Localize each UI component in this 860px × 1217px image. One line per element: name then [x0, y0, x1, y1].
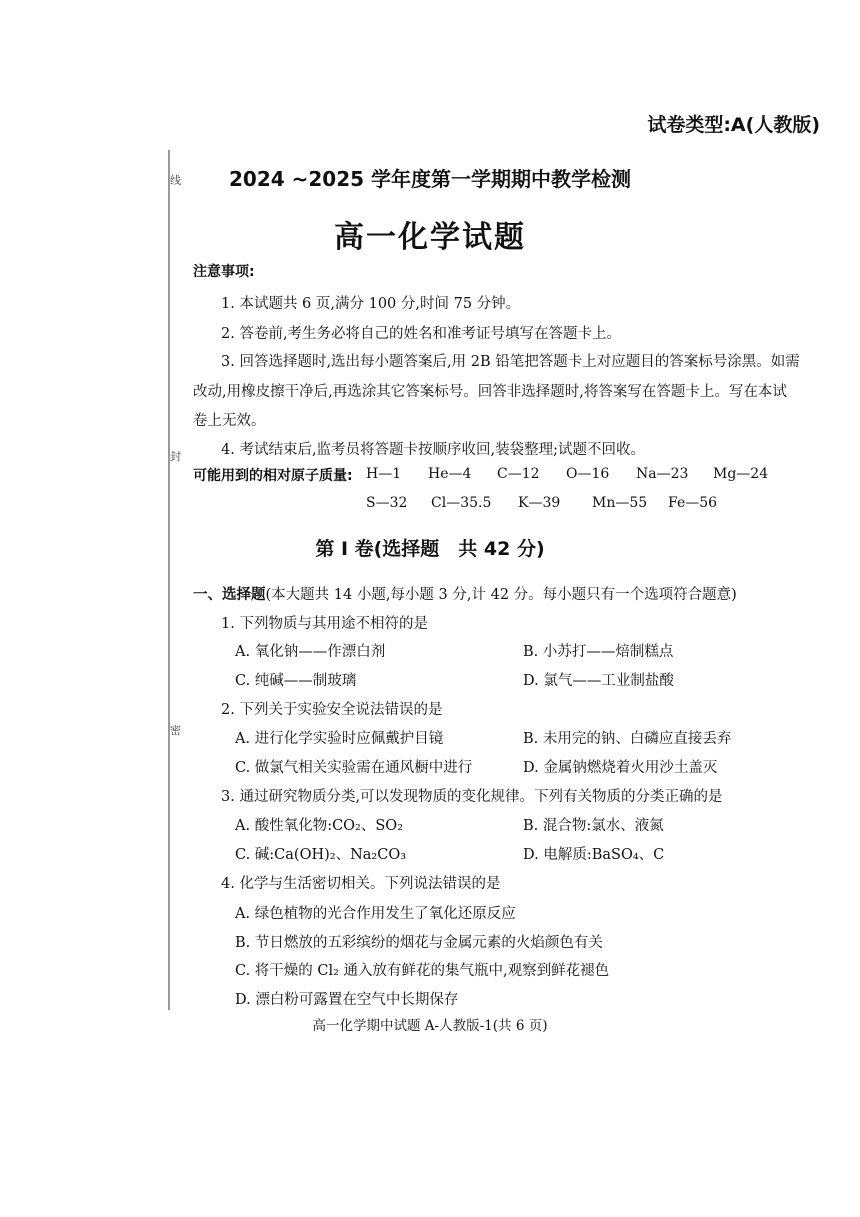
- atomic-mass: K—39: [518, 495, 561, 511]
- question-stem: 3. 通过研究物质分类,可以发现物质的变化规律。下列有关物质的分类正确的是: [221, 789, 723, 805]
- question-option: B. 小苏打——焙制糕点: [523, 644, 674, 660]
- notes-heading: 注意事项:: [193, 264, 255, 280]
- paper-type: 试卷类型:A(人教版): [647, 114, 820, 136]
- page-footer: 高一化学期中试题 A-人教版-1(共 6 页): [312, 1018, 548, 1034]
- note-item: 2. 答卷前,考生务必将自己的姓名和准考证号填写在答题卡上。: [221, 326, 622, 342]
- atomic-mass: Na—23: [636, 466, 689, 482]
- question-option: A. 进行化学实验时应佩戴护目镜: [235, 731, 444, 747]
- question-option: A. 氧化钠——作漂白剂: [235, 644, 386, 660]
- question-option: C. 做氯气相关实验需在通风橱中进行: [235, 760, 473, 776]
- binding-margin-mark: 封: [170, 450, 181, 463]
- note-item-continued: 改动,用橡皮擦干净后,再选涂其它答案标号。回答非选择题时,将答案写在答题卡上。写在本试: [193, 384, 787, 400]
- question-option: D. 氯气——工业制盐酸: [523, 673, 674, 689]
- question-option: D. 电解质:BaSO₄、C: [523, 847, 665, 863]
- question-option: B. 节日燃放的五彩缤纷的烟花与金属元素的火焰颜色有关: [235, 935, 603, 951]
- exam-header: 2024 ~2025 学年度第一学期期中教学检测: [228, 167, 631, 191]
- question-option: C. 将干燥的 Cl₂ 通入放有鲜花的集气瓶中,观察到鲜花褪色: [235, 963, 610, 979]
- question-stem: 4. 化学与生活密切相关。下列说法错误的是: [221, 876, 501, 892]
- note-item: 1. 本试题共 6 页,满分 100 分,时间 75 分钟。: [221, 296, 521, 312]
- atomic-mass: C—12: [497, 466, 540, 482]
- atomic-mass: Cl—35.5: [431, 495, 492, 511]
- section-title: 第 Ⅰ 卷(选择题 共 42 分): [315, 538, 545, 560]
- question-option: D. 金属钠燃烧着火用沙土盖灭: [523, 760, 718, 776]
- question-option: D. 漂白粉可露置在空气中长期保存: [235, 992, 459, 1008]
- atomic-mass: Mg—24: [713, 466, 769, 482]
- question-option: B. 混合物:氯水、液氮: [523, 818, 664, 834]
- question-stem: 2. 下列关于实验安全说法错误的是: [221, 702, 443, 718]
- atomic-mass: H—1: [366, 466, 402, 482]
- question-option: B. 未用完的钠、白磷应直接丢弃: [523, 731, 732, 747]
- atomic-mass: Mn—55: [592, 495, 648, 511]
- atomic-mass: S—32: [366, 495, 408, 511]
- question-option: C. 纯碱——制玻璃: [235, 673, 357, 689]
- part-intro: [193, 583, 737, 604]
- atomic-mass: O—16: [566, 466, 610, 482]
- binding-margin-mark: 密: [170, 724, 181, 737]
- question-stem: 1. 下列物质与其用途不相符的是: [221, 616, 428, 632]
- part-label: 一、选择题: [193, 587, 266, 603]
- note-item-continued: 卷上无效。: [193, 413, 266, 429]
- exam-title: 高一化学试题: [334, 220, 526, 255]
- atomic-mass: Fe—56: [668, 495, 718, 511]
- atomic-mass: He—4: [428, 466, 472, 482]
- part-instructions: (本大题共 14 小题,每小题 3 分,计 42 分。每小题只有一个选项符合题意): [265, 587, 737, 603]
- note-item: 4. 考试结束后,监考员将答题卡按顺序收回,装袋整理;试题不回收。: [221, 442, 646, 458]
- question-option: A. 酸性氧化物:CO₂、SO₂: [235, 818, 404, 834]
- note-item: 3. 回答选择题时,选出每小题答案后,用 2B 铅笔把答题卡上对应题目的答案标号涂黑。如需: [221, 354, 800, 370]
- question-option: A. 绿色植物的光合作用发生了氧化还原反应: [235, 906, 516, 922]
- binding-margin-line: [168, 150, 170, 1010]
- question-option: C. 碱:Ca(OH)₂、Na₂CO₃: [235, 847, 407, 863]
- atomic-mass-label: 可能用到的相对原子质量:: [193, 468, 353, 484]
- binding-margin-mark: 线: [170, 174, 181, 187]
